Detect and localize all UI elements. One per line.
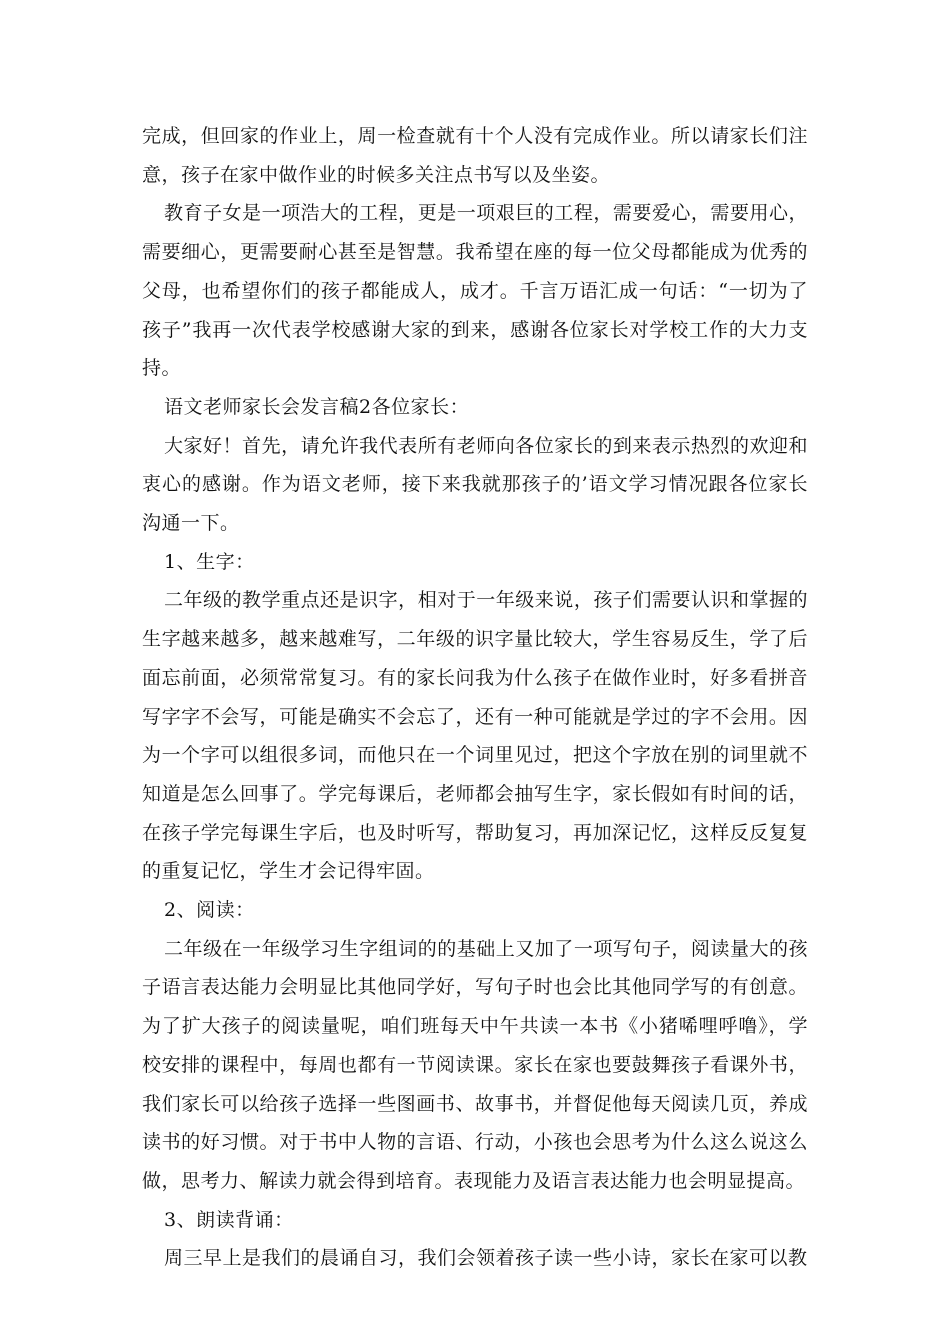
paragraph-recitation: 周三早上是我们的晨诵自习，我们会领着孩子读一些小诗，家长在家可以教 (164, 1247, 808, 1270)
document-body (142, 117, 808, 1278)
list-heading-reading: 2、阅读： (164, 899, 255, 922)
list-heading-characters: 1、生字： (164, 550, 255, 573)
list-heading-recitation: 3、朗读背诵： (164, 1208, 294, 1231)
paragraph-education: 教育子女是一项浩大的工程，更是一项艰巨的工程，需要爱心，需要用心，需要细心，更需要耐心甚至是智慧。我希望在座的每一位父母都能成为优秀的父母，也希望你们的孩子都能成人，成才。千言万语汇成一句话：“一切为了孩子”我再一次代表学校感谢大家的到来，感谢各位家长对学校工作的大力支持。 (142, 202, 808, 380)
section-heading-speech-2: 语文老师家长会发言稿2各位家长： (164, 395, 470, 418)
paragraph-characters: 二年级的教学重点还是识字，相对于一年级来说，孩子们需要认识和掌握的生字越来越多，越来越难写，二年级的识字量比较大，学生容易反生，学了后面忘前面，必须常常复习。有的家长问我为什么孩子在做作业时，好多看拼音写字字不会写，可能是确实不会忘了，还有一种可能就是学过的字不会用。因为一个字可以组很多词，而他只在一个词里见过，把这个字放在别的词里就不知道是怎么回事了。学完每课后，老师都会抽写生字，家长假如有时间的话，在孩子学完每课生字后，也及时听写，帮助复习，再加深记忆，这样反反复复的重复记忆，学生才会记得牢固。 (142, 589, 808, 883)
paragraph-continuation: 完成，但回家的作业上，周一检查就有十个人没有完成作业。所以请家长们注意，孩子在家中做作业的时候多关注点书写以及坐姿。 (142, 125, 808, 186)
paragraph-reading: 二年级在一年级学习生字组词的的基础上又加了一项写句子，阅读量大的孩子语言表达能力会明显比其他同学好，写句子时也会比其他同学写的有创意。为了扩大孩子的阅读量呢，咱们班每天中午共读一本书《小猪唏哩呼噜》，学校安排的课程中，每周也都有一节阅读课。家长在家也要鼓舞孩子看课外书，我们家长可以给孩子选择一些图画书、故事书，并督促他每天阅读几页，养成读书的好习惯。对于书中人物的言语、行动，小孩也会思考为什么这么说这么做，思考力、解读力就会得到培育。表现能力及语言表达能力也会明显提高。 (142, 937, 808, 1192)
paragraph-greeting: 大家好！首先，请允许我代表所有老师向各位家长的到来表示热烈的欢迎和衷心的感谢。作为语文老师，接下来我就那孩子的’语文学习情况跟各位家长沟通一下。 (142, 434, 808, 535)
